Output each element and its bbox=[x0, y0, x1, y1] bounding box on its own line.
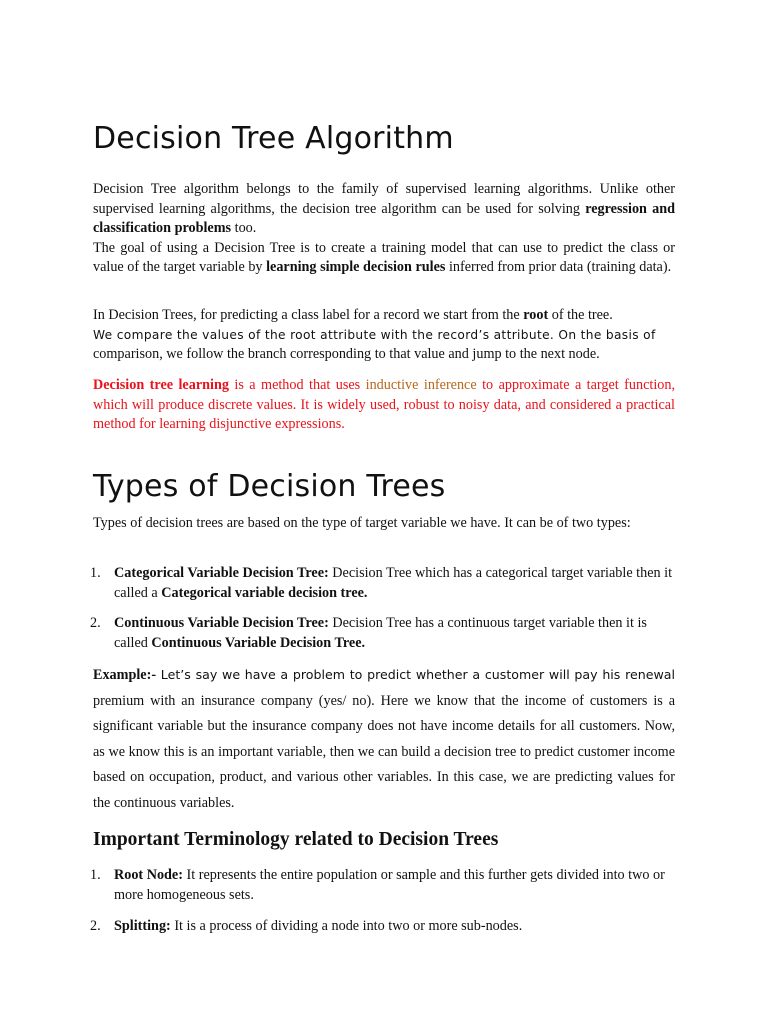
learning-paragraph: Decision tree learning is a method that uses inductive inference to approximate a target function, which will produce discrete values. It is widely used, robust to noisy data, and considered a practical method for learning disjunctive expressions. bbox=[93, 377, 675, 433]
list-item: 2. Continuous Variable Decision Tree: Decision Tree has a continuous target variable then it is called Continuous Variable Decision Tree. bbox=[90, 615, 647, 651]
section-title-types: Types of Decision Trees bbox=[93, 469, 446, 504]
list-item: 1. Root Node: It represents the entire population or sample and this further gets divided into two or more homogeneous sets. bbox=[90, 867, 665, 903]
section-title-terminology: Important Terminology related to Decision Trees bbox=[93, 829, 499, 850]
list-item: 1. Categorical Variable Decision Tree: Decision Tree which has a categorical target variable then it called a Categorical variable decision tree. bbox=[90, 565, 673, 601]
list-item: 2. Splitting: It is a process of dividing a node into two or more sub-nodes. bbox=[90, 918, 523, 934]
root-paragraph: In Decision Trees, for predicting a class label for a record we start from the root of the tree. We compare the values of the root attribute with the record’s attribute. On the basis of comparison, we follow the branch corresponding to that value and jump to the next node. bbox=[93, 307, 656, 363]
example-paragraph: Example:- Let’s say we have a problem to predict whether a customer will pay his renewal premium with an insurance company (yes/ no). Here we know that the income of customers is a significant variable but the insurance company does not have income details for all customers. Now, as we know this is an important variable, then we can build a decision tree to predict customer income based on occupation, product, and various other variables. In this case, we are predicting values for the continuous variables. bbox=[93, 667, 675, 811]
intro-paragraph: Decision Tree algorithm belongs to the family of supervised learning algorithms. Unlike other supervised learning algorithms, the decision tree algorithm can be used for solving regression and classification problems too. The goal of using a Decision Tree is to create a training model that can use to predict the class or value of the target variable by learning simple decision rules inferred from prior data (training data). bbox=[93, 181, 675, 276]
types-intro-paragraph: Types of decision trees are based on the type of target variable we have. It can be of two types: bbox=[93, 515, 631, 531]
page-title: Decision Tree Algorithm bbox=[93, 121, 454, 156]
